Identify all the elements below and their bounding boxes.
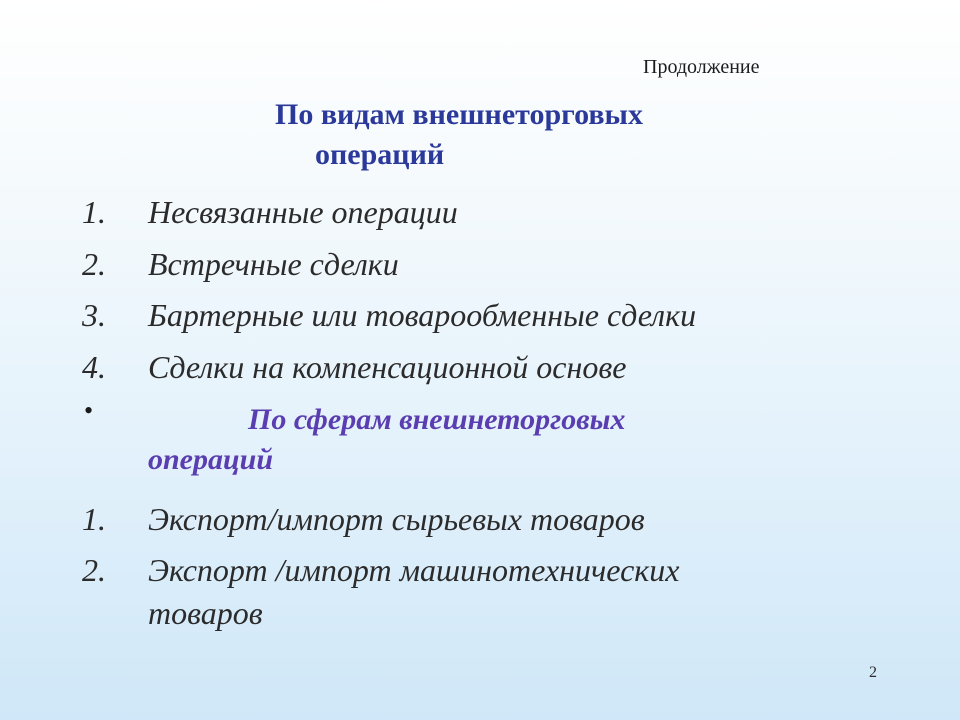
list-item [82,550,679,590]
list-item [82,499,645,539]
section-heading-operation-types [275,95,795,175]
heading-line-1: По видам внешнеторговых [275,98,643,131]
list-item-number: 4. [82,349,106,385]
list-item-text-continuation: товаров [148,595,263,631]
list-item-text: Экспорт /импорт машинотехнических [148,552,680,588]
list-item [82,244,399,284]
list-item-number: 1. [82,501,106,537]
heading-line-2: операций [148,443,274,476]
list-item-number: 2. [82,246,106,282]
page-number: 2 [869,664,877,681]
list-item-text: Несвязанные операции [148,194,458,230]
list-item-text: Бартерные или товарообменные сделки [148,297,697,333]
bullet-icon: • [84,396,94,425]
section-heading-operation-spheres [148,400,788,480]
list-item [82,347,626,387]
heading-line-1: По сферам внешнеторговых [248,403,626,436]
list-item-text: Встречные сделки [148,246,399,282]
list-item-number: 1. [82,194,106,230]
list-item-number: 3. [82,297,106,333]
list-item-text: Сделки на компенсационной основе [148,349,627,385]
list-item-text: Экспорт/импорт сырьевых товаров [148,501,645,537]
list-item [82,295,696,335]
list-item [82,192,458,232]
continuation-label: Продолжение [643,56,760,78]
list-item-number: 2. [82,552,106,588]
heading-line-2: операций [315,138,445,171]
